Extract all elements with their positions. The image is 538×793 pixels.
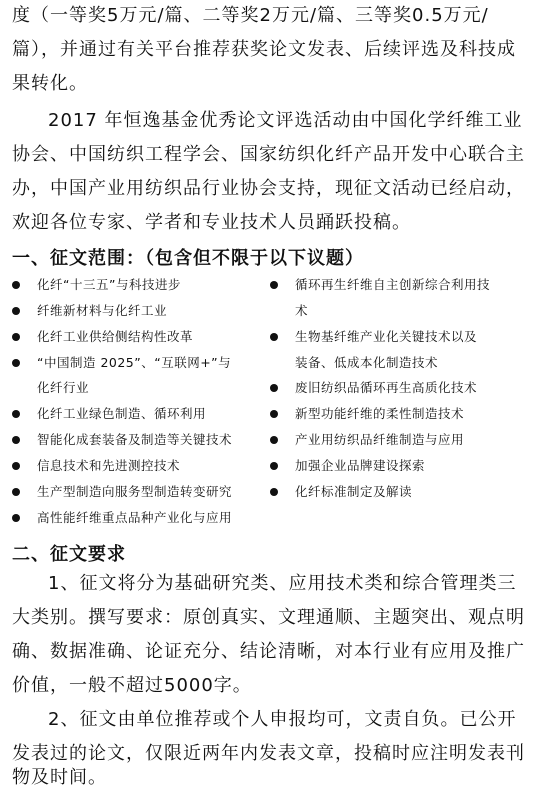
text-line: 篇），并通过有关平台推荐获奖论文发表、后续评选及科技成 [12, 39, 516, 60]
text-line: 确、数据准确、论证充分、结论清晰，对本行业有应用及推广 [12, 641, 525, 662]
text-line: 1、征文将分为基础研究类、应用技术类和综合管理类三 [48, 573, 517, 594]
bullet-icon [12, 410, 20, 418]
text-line: 协会、中国纺织工程学会、国家纺织化纤产品开发中心联合主 [12, 144, 525, 165]
list-item: 化纤工业供给侧结构性改革 [12, 327, 193, 345]
text-line: 办，中国产业用纺织品行业协会支持，现征文活动已经启动， [12, 178, 525, 199]
list-item: 产业用纺织品纤维制造与应用 [270, 430, 464, 448]
bullet-icon [12, 436, 20, 444]
bullet-icon [12, 488, 20, 496]
text-line: 发表过的论文，仅限近两年内发表文章，投稿时应注明发表刊 [12, 743, 525, 764]
text-line: 价值，一般不超过5000字。 [12, 675, 252, 696]
bullet-icon [12, 333, 20, 341]
bullet-icon [270, 488, 278, 496]
section-heading: 二、征文要求 [12, 544, 126, 565]
text-line: 大类别。撰写要求：原创真实、文理通顺、主题突出、观点明 [12, 607, 525, 628]
text-line: 物及时间。 [12, 767, 107, 788]
list-item: 化纤标准制定及解读 [270, 482, 412, 500]
bullet-icon [270, 281, 278, 289]
list-item: 纤维新材料与化纤工业 [12, 301, 167, 319]
list-item: 废旧纺织品循环再生高质化技术 [270, 378, 477, 396]
list-item: 循环再生纤维自主创新综合利用技 [270, 275, 490, 293]
bullet-icon [270, 333, 278, 341]
bullet-icon [12, 307, 20, 315]
list-item-continuation: 装备、低成本化制造技术 [295, 355, 439, 370]
list-item-continuation: 化纤行业 [37, 380, 90, 395]
list-item: 化纤“十三五”与科技进步 [12, 275, 181, 293]
bullet-icon [12, 281, 20, 289]
bullet-icon [270, 462, 278, 470]
bullet-icon [12, 462, 20, 470]
section-heading: 一、征文范围：（包含但不限于以下议题） [12, 248, 364, 269]
list-item: 加强企业品牌建设探索 [270, 456, 425, 474]
list-item: 信息技术和先进测控技术 [12, 456, 180, 474]
list-item: 高性能纤维重点品种产业化与应用 [12, 508, 232, 526]
text-line: 果转化。 [12, 73, 88, 94]
list-item: 生物基纤维产业化关键技术以及 [270, 327, 477, 345]
list-item: 新型功能纤维的柔性制造技术 [270, 404, 464, 422]
list-item: 生产型制造向服务型制造转变研究 [12, 482, 232, 500]
bullet-icon [12, 359, 20, 367]
text-line: 2、征文由单位推荐或个人申报均可，文责自负。已公开 [48, 709, 517, 730]
text-line: 2017 年恒逸基金优秀论文评选活动由中国化学纤维工业 [48, 110, 523, 131]
list-item-continuation: 术 [295, 303, 309, 318]
list-item: 化纤工业绿色制造、循环利用 [12, 404, 206, 422]
text-line: 度（一等奖5万元/篇、二等奖2万元/篇、三等奖0.5万元/ [12, 5, 489, 26]
text-line: 欢迎各位专家、学者和专业技术人员踊跃投稿。 [12, 212, 411, 233]
list-item: “中国制造 2025”、“互联网+”与 [12, 353, 231, 371]
bullet-icon [12, 514, 20, 522]
list-item: 智能化成套装备及制造等关键技术 [12, 430, 232, 448]
bullet-icon [270, 384, 278, 392]
bullet-icon [270, 436, 278, 444]
bullet-icon [270, 410, 278, 418]
